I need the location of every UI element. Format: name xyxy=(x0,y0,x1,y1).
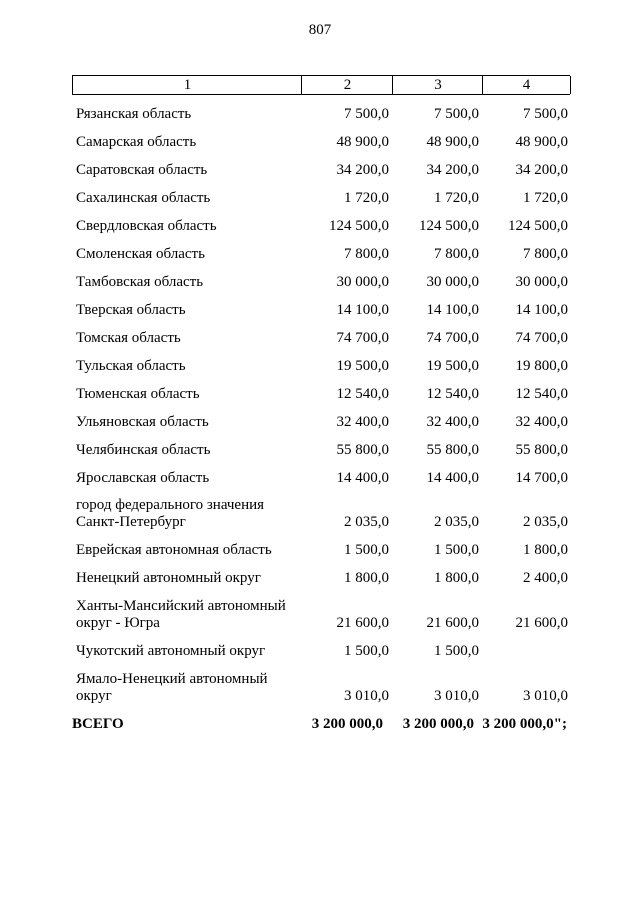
value-col-4: 1 800,0 xyxy=(523,542,568,558)
value-col-3: 7 500,0 xyxy=(434,106,479,122)
value-col-4: 14 700,0 xyxy=(515,470,568,486)
value-col-2: 124 500,0 xyxy=(329,218,389,234)
value-col-3: 1 800,0 xyxy=(434,570,479,586)
value-col-4: 1 720,0 xyxy=(523,190,568,206)
region-name: Свердловская область xyxy=(76,218,217,234)
region-name: Смоленская область xyxy=(76,246,205,262)
value-col-3: 7 800,0 xyxy=(434,246,479,262)
value-col-2: 55 800,0 xyxy=(336,442,389,458)
value-col-2: 2 035,0 xyxy=(344,514,389,530)
value-col-3: 14 100,0 xyxy=(426,302,479,318)
value-col-3: 30 000,0 xyxy=(426,274,479,290)
region-name: Сахалинская область xyxy=(76,190,211,206)
total-value-col-3: 3 200 000,0 xyxy=(402,716,474,732)
region-name: Ханты-Мансийский автономный округ - Югра xyxy=(76,598,286,631)
region-name: Чукотский автономный округ xyxy=(76,643,266,659)
region-name: город федерального значения Санкт-Петербург xyxy=(76,497,265,530)
value-col-3: 1 500,0 xyxy=(434,542,479,558)
value-col-4: 2 400,0 xyxy=(523,570,568,586)
region-name: Ульяновская область xyxy=(76,414,209,430)
value-col-4: 55 800,0 xyxy=(515,442,568,458)
total-value-col-2: 3 200 000,0 xyxy=(311,716,383,732)
header-col-1: 1 xyxy=(72,76,302,94)
region-name: Еврейская автономная область xyxy=(76,542,272,558)
value-col-3: 74 700,0 xyxy=(426,330,479,346)
value-col-4: 32 400,0 xyxy=(515,414,568,430)
value-col-2: 21 600,0 xyxy=(336,615,389,631)
header-col-4: 4 xyxy=(482,76,571,94)
value-col-4: 48 900,0 xyxy=(515,134,568,150)
value-col-4: 7 800,0 xyxy=(523,246,568,262)
value-col-3: 21 600,0 xyxy=(426,615,479,631)
region-name: Тверская область xyxy=(76,302,186,318)
header-col-3: 3 xyxy=(392,76,483,94)
value-col-4: 21 600,0 xyxy=(515,615,568,631)
value-col-4: 74 700,0 xyxy=(515,330,568,346)
value-col-3: 1 720,0 xyxy=(434,190,479,206)
page-number: 807 xyxy=(308,22,332,38)
region-name: Ненецкий автономный округ xyxy=(76,570,261,586)
value-col-3: 19 500,0 xyxy=(426,358,479,374)
value-col-2: 19 500,0 xyxy=(336,358,389,374)
region-name: Самарская область xyxy=(76,134,197,150)
region-name: Тюменская область xyxy=(76,386,200,402)
region-name: Ямало-Ненецкий автономный округ xyxy=(76,671,268,704)
value-col-2: 48 900,0 xyxy=(336,134,389,150)
total-label: ВСЕГО xyxy=(72,716,124,732)
value-col-2: 7 800,0 xyxy=(344,246,389,262)
value-col-3: 48 900,0 xyxy=(426,134,479,150)
region-name: Рязанская область xyxy=(76,106,192,122)
value-col-4: 12 540,0 xyxy=(515,386,568,402)
value-col-3: 34 200,0 xyxy=(426,162,479,178)
value-col-3: 55 800,0 xyxy=(426,442,479,458)
value-col-4: 14 100,0 xyxy=(515,302,568,318)
region-name: Тамбовская область xyxy=(76,274,204,290)
region-name: Тульская область xyxy=(76,358,186,374)
value-col-2: 1 720,0 xyxy=(344,190,389,206)
value-col-2: 3 010,0 xyxy=(344,688,389,704)
value-col-2: 32 400,0 xyxy=(336,414,389,430)
region-name: Томская область xyxy=(76,330,181,346)
value-col-4: 7 500,0 xyxy=(523,106,568,122)
value-col-3: 2 035,0 xyxy=(434,514,479,530)
value-col-4: 124 500,0 xyxy=(508,218,568,234)
value-col-2: 30 000,0 xyxy=(336,274,389,290)
header-col-2: 2 xyxy=(301,76,393,94)
value-col-3: 12 540,0 xyxy=(426,386,479,402)
value-col-3: 1 500,0 xyxy=(434,643,479,659)
value-col-2: 1 500,0 xyxy=(344,542,389,558)
region-name: Челябинская область xyxy=(76,442,211,458)
value-col-3: 14 400,0 xyxy=(426,470,479,486)
region-name: Ярославская область xyxy=(76,470,210,486)
value-col-3: 124 500,0 xyxy=(419,218,479,234)
value-col-4: 30 000,0 xyxy=(515,274,568,290)
total-value-col-4: 3 200 000,0"; xyxy=(482,716,567,732)
value-col-2: 34 200,0 xyxy=(336,162,389,178)
value-col-2: 14 400,0 xyxy=(336,470,389,486)
value-col-4: 3 010,0 xyxy=(523,688,568,704)
value-col-4: 19 800,0 xyxy=(515,358,568,374)
value-col-2: 14 100,0 xyxy=(336,302,389,318)
value-col-3: 32 400,0 xyxy=(426,414,479,430)
value-col-2: 74 700,0 xyxy=(336,330,389,346)
value-col-4: 2 035,0 xyxy=(523,514,568,530)
value-col-3: 3 010,0 xyxy=(434,688,479,704)
region-name: Саратовская область xyxy=(76,162,208,178)
value-col-4: 34 200,0 xyxy=(515,162,568,178)
value-col-2: 1 500,0 xyxy=(344,643,389,659)
value-col-2: 1 800,0 xyxy=(344,570,389,586)
table-header xyxy=(72,75,570,95)
value-col-2: 12 540,0 xyxy=(336,386,389,402)
value-col-2: 7 500,0 xyxy=(344,106,389,122)
